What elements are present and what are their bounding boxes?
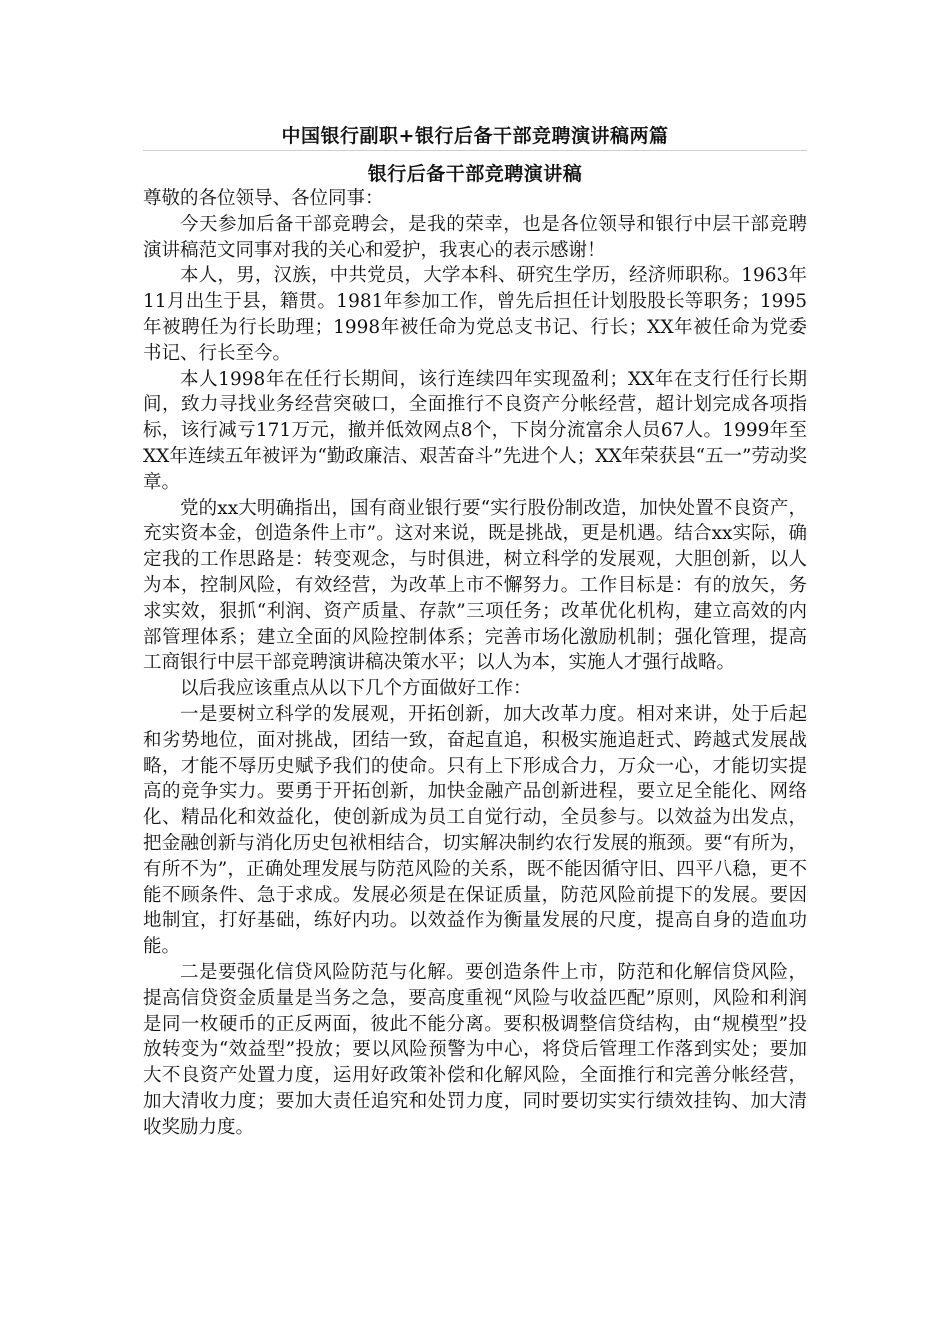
paragraph-focus-intro: 以后我应该重点从以下几个方面做好工作： [180,678,532,700]
salutation: 尊敬的各位领导、各位同事： [143,188,384,209]
title-divider [143,150,807,151]
paragraph-work-plan: 党的xx大明确指出，国有商业银行要“实行股份制改造，加快处置不良资产，充实资本金，创造条件上市”。这对来说，既是挑战，更是机遇。结合xx实际，确定我的工作思路是：转变观念，与时俱进，树立科学的发展观，大胆创新，以人为本，控制风险，有效经营，为改革上市不懈努力。工作目标是：有的放矢，务求实效，狠抓“利润、资产质量、存款”三项任务；改革优化机构，建立高效的内部管理体系；建立全面的风险控制体系；完善市场化激励机制；强化管理，提高工商银行中层干部竞聘演讲稿决策水平；以人为本，实施人才强行战略。 [143,497,807,674]
paragraph-thanks: 今天参加后备干部竞聘会，是我的荣幸，也是各位领导和银行中层干部竞聘演讲稿范文同事对我的关心和爱护，我衷心的表示感谢！ [143,213,807,261]
paragraph-bio: 本人，男，汉族，中共党员，大学本科、研究生学历，经济师职称。1963年11月出生于县，籍贯。1981年参加工作，曾先后担任计划股股长等职务；1995年被聘任为行长助理；1998年被任命为党总支书记、行长；XX年被任命为党委书记、行长至今。 [143,265,807,364]
paragraph-point-one: 一是要树立科学的发展观，开拓创新，加大改革力度。相对来讲，处于后起和劣势地位，面对挑战，团结一致，奋起直追，积极实施追赶式、跨越式发展战略，才能不辱历史赋予我们的使命。只有上下形成合力，万众一心，才能切实提高的竞争实力。要勇于开拓创新，加快金融产品创新进程，要立足全能化、网络化、精品化和效益化，使创新成为员工自觉行动，全员参与。以效益为出发点，把金融创新与消化历史包袱相结合，切实解决制约农行发展的瓶颈。要“有所为，有所不为”，正确处理发展与防范风险的关系，既不能因循守旧、四平八稳，更不能不顾条件、急于求成。发展必须是在保证质量，防范风险前提下的发展。要因地制宜，打好基础，练好内功。以效益作为衡量发展的尺度，提高自身的造血功能。 [143,703,807,958]
document-subtitle: 银行后备干部竞聘演讲稿 [367,163,583,185]
document-body [143,186,807,1140]
document-title: 中国银行副职+银行后备干部竞聘演讲稿两篇 [281,125,669,147]
paragraph-point-two: 二是要强化信贷风险防范与化解。要创造条件上市，防范和化解信贷风险，提高信贷资金质量是当务之急，要高度重视“风险与收益匹配”原则，风险和利润是同一枚硬币的正反两面，彼此不能分离。要积极调整信贷结构，由“规模型”投放转变为“效益型”投放；要以风险预警为中心，将贷后管理工作落到实处；要加大不良资产处置力度，运用好政策补偿和化解风险，全面推行和完善分帐经营，加大清收力度；要加大责任追究和处罚力度，同时要切实实行绩效挂钩、加大清收奖励力度。 [143,961,807,1138]
paragraph-achievements: 本人1998年在任行长期间，该行连续四年实现盈利；XX年在支行任行长期间，致力寻找业务经营突破口，全面推行不良资产分帐经营，超计划完成各项指标，该行减亏171万元，撤并低效网点8个，下岗分流富余人员67人。1999年至XX年连续五年被评为“勤政廉洁、艰苦奋斗”先进个人；XX年荣获县“五一”劳动奖章。 [143,368,808,493]
